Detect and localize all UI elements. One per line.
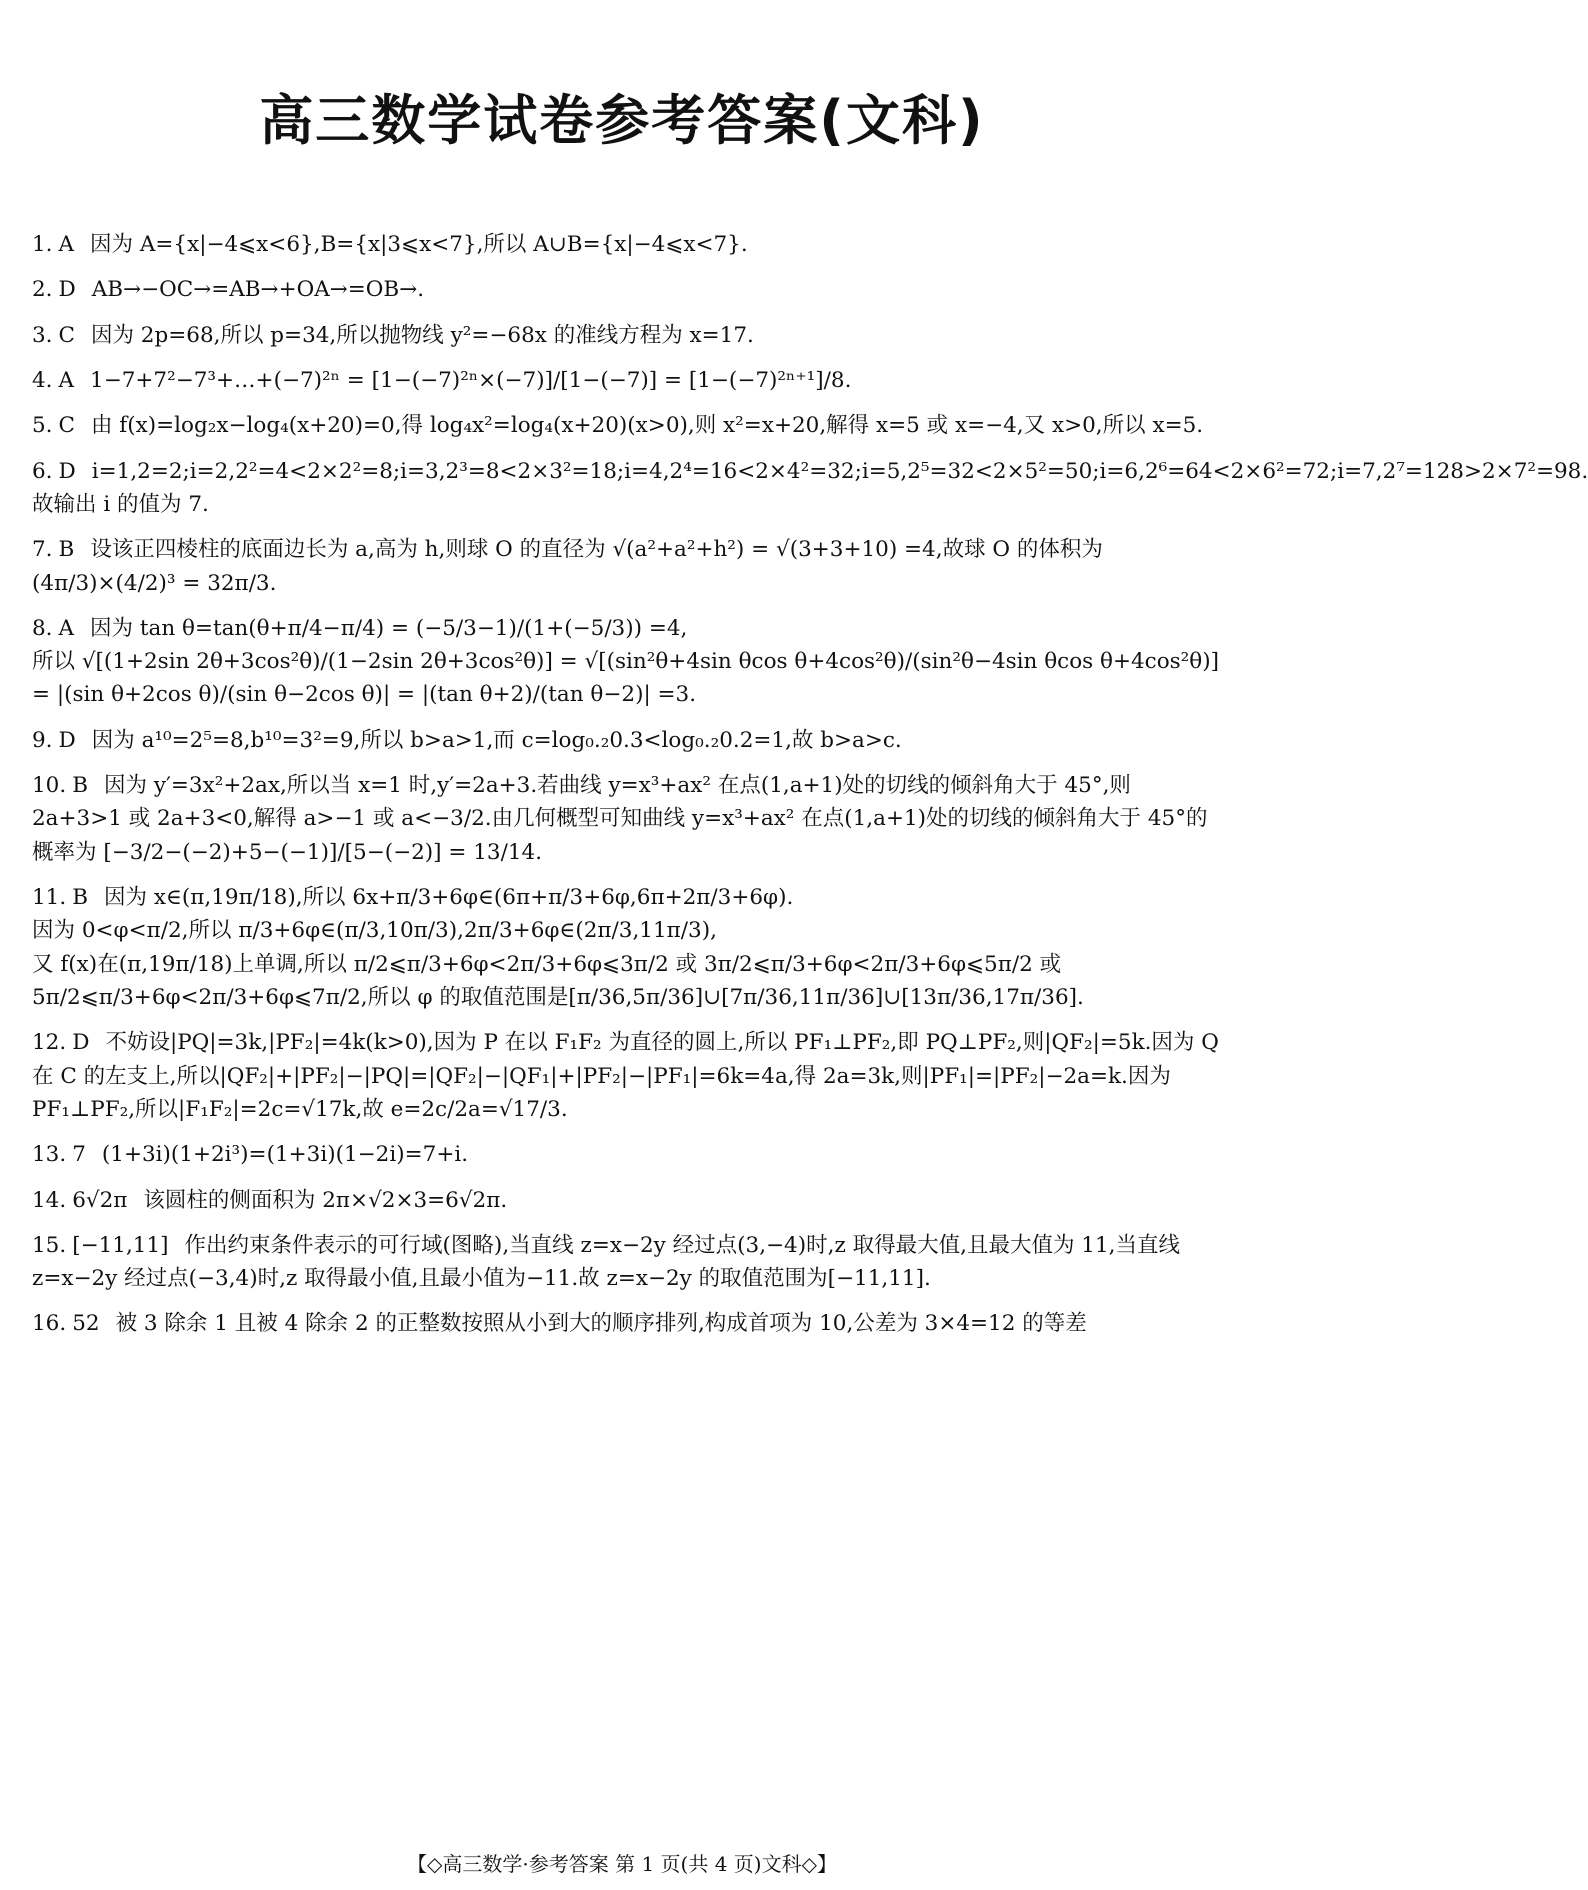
item-number: 2.: [32, 277, 53, 303]
item-number: 6.: [32, 458, 53, 484]
item-answer: C: [58, 322, 75, 348]
item-answer: A: [58, 367, 75, 393]
item-answer: [−11,11]: [72, 1232, 169, 1258]
item-number: 10.: [32, 773, 67, 799]
page-title: 高三数学试卷参考答案(文科): [259, 89, 985, 152]
item-explanation: 因为 2p=68,所以 p=34,所以抛物线 y²=−68x 的准线方程为 x=17.: [90, 322, 754, 348]
item-number: 7.: [32, 537, 53, 563]
answer-item-2: [32, 273, 1222, 306]
answer-item-1: [32, 228, 1222, 261]
item-explanation: i=1,2=2;i=2,2²=4<2×2²=8;i=3,2³=8<2×3²=18;i=4,2⁴=16<2×4²=32;i=5,2⁵=32<2×5²=50;i=6,2⁶=64<2×6²=72;i=7,2⁷=128>2×7²=98.故输出 i 的值为 7.: [32, 458, 1588, 517]
answer-item-15: [32, 1229, 1222, 1296]
item-answer: A: [58, 615, 75, 641]
answer-item-9: [32, 724, 1222, 757]
item-number: 13.: [32, 1142, 67, 1168]
item-number: 5.: [32, 413, 53, 439]
answer-item-14: [32, 1184, 1222, 1217]
item-number: 11.: [32, 885, 67, 910]
item-explanation: 1−7+7²−7³+…+(−7)²ⁿ = [1−(−7)²ⁿ×(−7)]/[1−(−7)] = [1−(−7)²ⁿ⁺¹]/8.: [90, 367, 852, 393]
answer-item-11: [32, 881, 1222, 1014]
item-number: 3.: [32, 322, 53, 348]
item-answer: B: [72, 885, 89, 910]
item-explanation: 因为 x∈(π,19π/18),所以 6x+π/3+6φ∈(6π+π/3+6φ,6π+2π/3+6φ). 因为 0<φ<π/2,所以 π/3+6φ∈(π/3,10π/3),2π/3+6φ∈(2π/3,11π/3), 又 f(x)在(π,19π/18)上单调,所以 π/2⩽π/3+6φ<2π/3+6φ⩽3π/2 或 3π/2⩽π/3+6φ<2π/3+6φ⩽5π/2 或 5π/2⩽π/3+6φ<2π/3+6φ⩽7π/2,所以 φ 的取值范围是[π/36,5π/36]∪[7π/36,11π/36]∪[13π/36,17π/36].: [32, 885, 1084, 1010]
item-number: 4.: [32, 367, 53, 393]
answer-item-10: [32, 769, 1222, 869]
item-number: 16.: [32, 1311, 67, 1337]
answer-item-13: [32, 1138, 1222, 1171]
item-explanation: 被 3 除余 1 且被 4 除余 2 的正整数按照从小到大的顺序排列,构成首项为 10,公差为 3×4=12 的等差: [115, 1311, 1087, 1337]
answer-item-7: [32, 533, 1222, 600]
item-explanation: 因为 a¹⁰=2⁵=8,b¹⁰=3²=9,所以 b>a>1,而 c=log₀.₂0.3<log₀.₂0.2=1,故 b>a>c.: [91, 727, 902, 753]
item-number: 14.: [32, 1187, 67, 1213]
item-explanation: (1+3i)(1+2i³)=(1+3i)(1−2i)=7+i.: [101, 1142, 469, 1168]
item-explanation: 该圆柱的侧面积为 2π×√2×3=6√2π.: [143, 1187, 508, 1213]
item-number: 15.: [32, 1232, 67, 1258]
item-number: 8.: [32, 615, 53, 641]
item-number: 12.: [32, 1030, 67, 1056]
item-answer: B: [72, 773, 89, 799]
item-answer: D: [58, 727, 76, 753]
item-explanation: 因为 tan θ=tan(θ+π/4−π/4) = (−5/3−1)/(1+(−5/3)) =4, 所以 √[(1+2sin 2θ+3cos²θ)/(1−2sin 2θ+3cos²θ)] = √[(sin²θ+4sin θcos θ+4cos²θ)/(sin²θ−4sin θcos θ+4cos²θ)] = |(sin θ+2cos θ)/(sin θ−2cos θ)| = |(tan θ+2)/(tan θ−2)| =3.: [32, 615, 1220, 708]
item-answer: 52: [72, 1311, 100, 1337]
page-footer: 【◇高三数学·参考答案 第 1 页(共 4 页)文科◇】: [407, 1852, 837, 1876]
answer-item-8: [32, 612, 1222, 712]
item-explanation: 因为 y′=3x²+2ax,所以当 x=1 时,y′=2a+3.若曲线 y=x³+ax² 在点(1,a+1)处的切线的倾斜角大于 45°,则 2a+3>1 或 2a+3<0,解得 a>−1 或 a<−3/2.由几何概型可知曲线 y=x³+ax² 在点(1,a+1)处的切线的倾斜角大于 45°的概率为 [−3/2−(−2)+5−(−1)]/[5−(−2)] = 13/14.: [32, 773, 1208, 865]
item-explanation: AB→−OC→=AB→+OA→=OB→.: [91, 277, 425, 303]
item-explanation: 不妨设|PQ|=3k,|PF₂|=4k(k>0),因为 P 在以 F₁F₂ 为直径的圆上,所以 PF₁⊥PF₂,即 PQ⊥PF₂,则|QF₂|=5k.因为 Q 在 C 的左支上,所以|QF₂|+|PF₂|−|PQ|=|QF₂|−|QF₁|+|PF₂|−|PF₁|=6k=4a,得 2a=3k,则|PF₁|=|PF₂|−2a=k.因为 PF₁⊥PF₂,所以|F₁F₂|=2c=√17k,故 e=2c/2a=√17/3.: [32, 1030, 1226, 1122]
item-answer: 7: [72, 1142, 86, 1168]
item-number: 1.: [32, 232, 53, 257]
answer-item-6: [32, 455, 1588, 522]
item-answer: C: [58, 413, 75, 439]
answer-item-5: [32, 409, 1222, 442]
item-answer: A: [58, 232, 75, 257]
answer-item-4: [32, 364, 1222, 397]
item-explanation: 作出约束条件表示的可行域(图略),当直线 z=x−2y 经过点(3,−4)时,z 取得最大值,且最大值为 11,当直线 z=x−2y 经过点(−3,4)时,z 取得最小值,且最小值为−11.故 z=x−2y 的取值范围为[−11,11].: [32, 1232, 1187, 1292]
item-answer: D: [58, 458, 76, 484]
answer-item-16: [32, 1307, 1222, 1340]
answer-list: [32, 228, 1588, 1353]
item-number: 9.: [32, 727, 53, 753]
item-answer: D: [58, 277, 76, 303]
answer-item-12: [32, 1026, 1226, 1126]
item-explanation: 因为 A={x|−4⩽x<6},B={x|3⩽x<7},所以 A∪B={x|−4⩽x<7}.: [90, 232, 748, 257]
item-answer: B: [58, 537, 75, 563]
item-explanation: 设该正四棱柱的底面边长为 a,高为 h,则球 O 的直径为 √(a²+a²+h²) = √(3+3+10) =4,故球 O 的体积为 (4π/3)×(4/2)³ = 32π/3.: [32, 537, 1110, 596]
item-answer: D: [72, 1030, 90, 1056]
item-answer: 6√2π: [72, 1187, 128, 1213]
item-explanation: 由 f(x)=log₂x−log₄(x+20)=0,得 log₄x²=log₄(x+20)(x>0),则 x²=x+20,解得 x=5 或 x=−4,又 x>0,所以 x=5.: [90, 413, 1204, 439]
answer-item-3: [32, 319, 1222, 352]
